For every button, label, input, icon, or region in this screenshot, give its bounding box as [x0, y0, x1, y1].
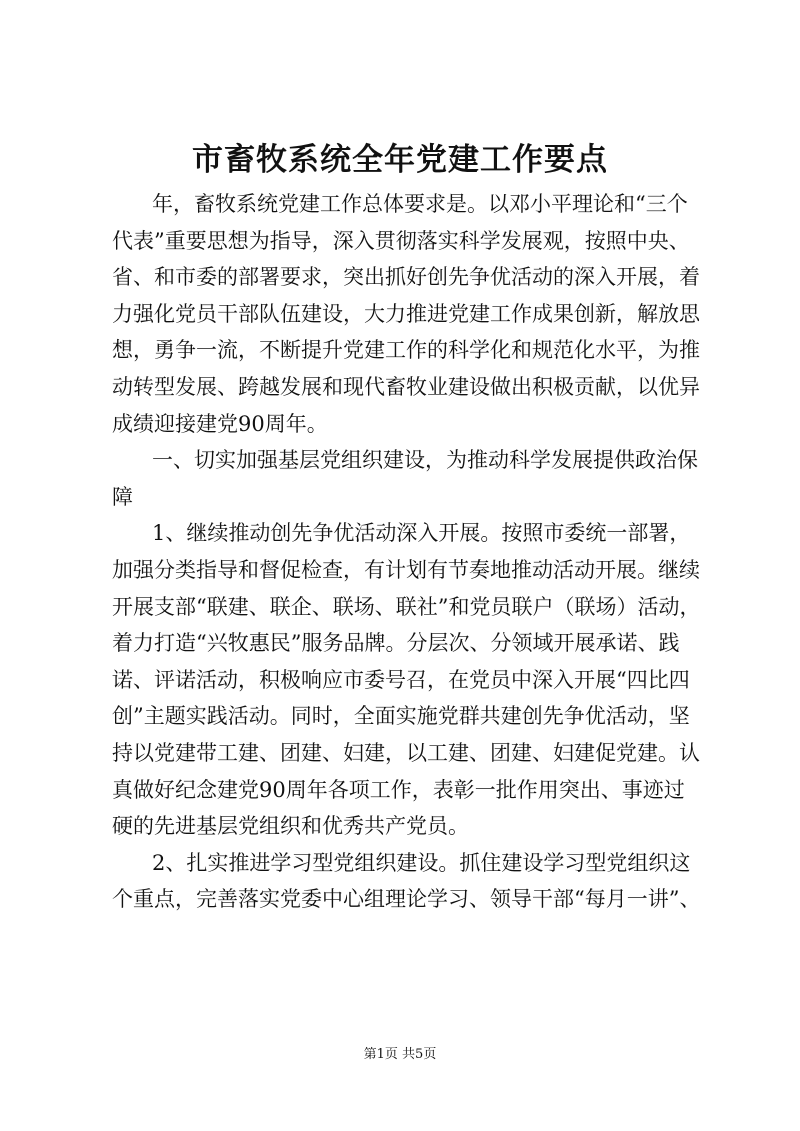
item-one-line-6: 创”主题实践活动。同时，全面实施党群共建创先争优活动，坚	[112, 704, 690, 729]
paragraph-line-6: 动转型发展、跨越发展和现代畜牧业建设做出积极贡献，以优异	[112, 374, 700, 399]
item-one-line-7: 持以党建带工建、团建、妇建，以工建、团建、妇建促党建。认	[112, 740, 700, 765]
paragraph-line-2: 代表”重要思想为指导，深入贯彻落实科学发展观，按照中央、	[112, 228, 690, 253]
paragraph-line-5: 想，勇争一流，不断提升党建工作的科学化和规范化水平，为推	[112, 338, 700, 363]
paragraph-line-4: 力强化党员干部队伍建设，大力推进党建工作成果创新，解放思	[112, 301, 700, 326]
paragraph-line-7: 成绩迎接建党90周年。	[112, 411, 328, 436]
section-heading-line-1: 一、切实加强基层党组织建设，为推动科学发展提供政治保	[152, 448, 698, 473]
document-body	[112, 186, 712, 918]
paragraph-line-1: 年，畜牧系统党建工作总体要求是。以邓小平理论和“三个	[152, 192, 688, 216]
item-one-line-3: 开展支部“联建、联企、联场、联社”和党员联户（联场）活动，	[112, 594, 701, 619]
item-two-line-2: 个重点，完善落实党委中心组理论学习、领导干部“每月一讲”、	[112, 887, 701, 912]
item-one-line-8: 真做好纪念建党90周年各项工作，表彰一批作用突出、事迹过	[112, 777, 685, 802]
item-one-line-2: 加强分类指导和督促检查，有计划有节奏地推动活动开展。继续	[112, 557, 700, 582]
item-two-line-1: 2、扎实推进学习型党组织建设。抓住建设学习型党组织这	[152, 850, 691, 875]
document-title: 市畜牧系统全年党建工作要点	[192, 142, 608, 178]
paragraph-line-3: 省、和市委的部署要求，突出抓好创先争优活动的深入开展，着	[112, 265, 700, 290]
item-one-line-1: 1、继续推动创先争优活动深入开展。按照市委统一部署，	[152, 521, 691, 546]
item-one-line-4: 着力打造“兴牧惠民”服务品牌。分层次、分领域开展承诺、践	[112, 631, 680, 656]
section-heading-line-2: 障	[112, 484, 133, 509]
page-number-footer: 第1页 共5页	[363, 1047, 437, 1062]
item-one-line-9: 硬的先进基层党组织和优秀共产党员。	[112, 814, 469, 839]
item-one-line-5: 诺、评诺活动，积极响应市委号召，在党员中深入开展“四比四	[112, 667, 690, 692]
